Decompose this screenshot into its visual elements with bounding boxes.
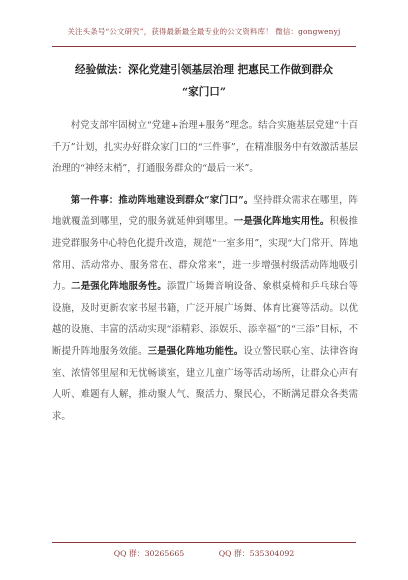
section-text: 坚持群众需求在哪里，阵地就覆盖到哪里，党的服务就延伸到哪里。 [52, 194, 358, 228]
point-heading-2: 二是强化阵地服务性。 [71, 281, 167, 293]
header-divider [52, 46, 356, 47]
qq-group-2: QQ 群：535304092 [218, 549, 295, 558]
document-title-line-1: 经验做法：深化党建引领基层治理 把惠民工作做到群众 [75, 64, 333, 76]
section-paragraph-1 [52, 190, 358, 428]
point-text-2: 添置广场舞音响设备、象棋桌椅和乒乓球台等设施，及时更新农家书屋书籍，广泛开展广场舞、体育比赛等活动。以优越的设施、丰富的活动实现“添精彩、添娱乐、添幸福”的“三添”目标，不断提升阵地服务效能。 [52, 281, 358, 357]
section-heading: 第一件事：推动阵地建设到群众“家门口”。 [70, 194, 254, 206]
document-body [52, 115, 358, 427]
footer-divider [52, 542, 356, 543]
document-title-line-2: “家门口” [182, 86, 226, 98]
intro-paragraph: 村党支部牢固树立“党建+治理+服务”理念。结合实施基层党建“十百千万”计划，扎实办好群众家门口的“三件事”，在精准服务中有效激活基层治理的“神经末梢”，打通服务群众的“最后一米”。 [52, 120, 358, 175]
point-heading-3: 三是强化阵地功能性。 [147, 345, 244, 357]
header-notice: 关注头条号“公文研究”，获得最新最全最专业的公文资料库！ 微信：gongwenyj [67, 27, 341, 36]
point-text-1: 积极推进党群服务中心特色化提升改造，规范“一室多用”，实现“大门常开、阵地常用、活动常办、服务常在、群众常来”，进一步增强村级活动阵地吸引力。 [52, 216, 358, 293]
qq-group-1: QQ 群：30265665 [113, 549, 185, 558]
point-heading-1: 一是强化阵地实用性。 [233, 216, 330, 228]
point-text-3: 设立警民联心室、法律咨询室、浓情邻里屋和无忧畅谈室，建立儿童广场等活动场所，让群众心声有人听、难题有人解，推动聚人气、聚活力、聚民心，不断满足群众各类需求。 [52, 345, 358, 422]
footer [0, 548, 408, 559]
